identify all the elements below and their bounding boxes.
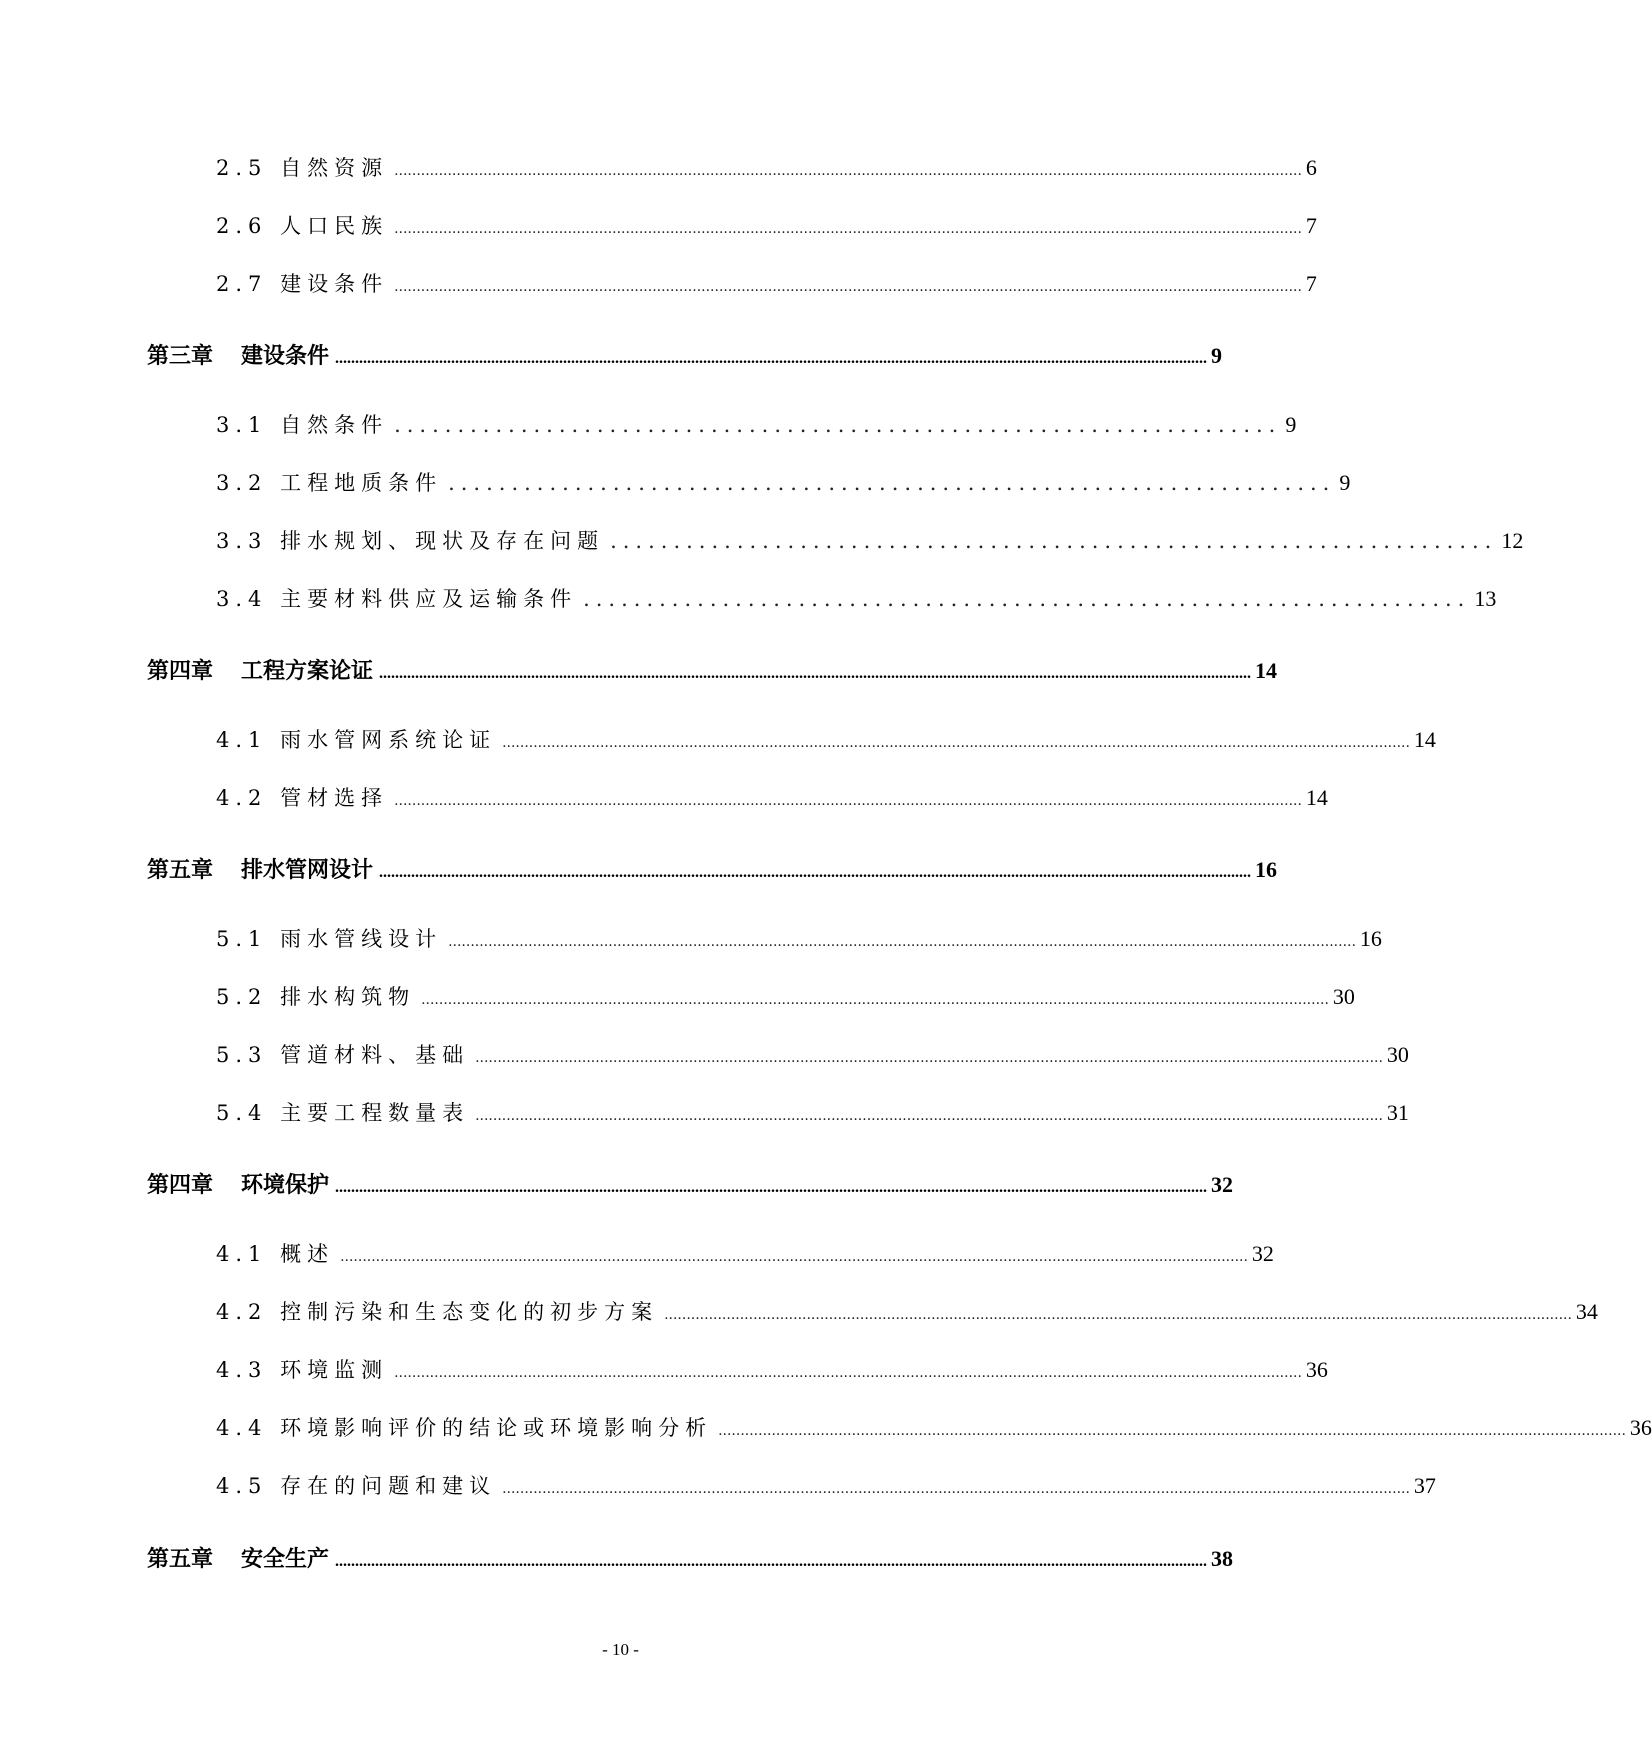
toc-entry-page: 30	[1332, 984, 1355, 1009]
toc-entry-page: 32	[1251, 1241, 1274, 1266]
toc-entry-title: 4.2 管材选择	[216, 786, 389, 810]
toc-entry-page: 12	[1501, 528, 1524, 553]
dot-leader: ............................................................................................................................................................................................................	[475, 1108, 1383, 1124]
toc-chapter-heading	[147, 339, 333, 370]
toc-entry-title: 3.1 自然条件	[216, 413, 389, 437]
dot-leader: ............................................................................................................................................................................................................	[394, 1365, 1302, 1381]
dot-leader: ..........................................................................................................................................................................................................................	[335, 1553, 1208, 1570]
toc-entry-page: 9	[1339, 470, 1351, 495]
toc-entry-page: 14	[1413, 727, 1436, 752]
toc-entry-page: 31	[1386, 1100, 1409, 1125]
toc-entry-title: 5.3 管道材料、基础	[216, 1043, 470, 1067]
dot-leader: ............................................................................................................................................................................................................	[394, 163, 1302, 179]
toc-entry-title: 4.3 环境监测	[216, 1358, 389, 1382]
toc-entry-page: 13	[1474, 586, 1497, 611]
toc-entry-title: 5.2 排水构筑物	[216, 985, 416, 1009]
toc-entry-title: 2.7 建设条件	[216, 272, 389, 296]
chapter-number: 第四章	[147, 1172, 214, 1198]
toc-entry-title: 3.3 排水规划、现状及存在问题	[216, 529, 605, 553]
toc-entry-title: 4.2 控制污染和生态变化的初步方案	[216, 1300, 659, 1324]
toc-chapter-heading	[147, 1168, 333, 1199]
toc-entry-title: 2.5 自然资源	[216, 156, 389, 180]
toc-entry-title: 4.4 环境影响评价的结论或环境影响分析	[216, 1416, 713, 1440]
toc-entry-section[interactable]	[216, 724, 1436, 754]
toc-entry-page: 38	[1211, 1546, 1234, 1571]
toc-entry-page: 14	[1305, 785, 1328, 810]
toc-entry-page: 6	[1305, 155, 1317, 180]
toc-entry-chapter[interactable]	[147, 853, 1278, 883]
dot-leader: ............................................................................................................................................................................................................	[664, 1307, 1572, 1323]
chapter-number: 第五章	[147, 857, 214, 883]
dot-leader: ............................................................................................................................................................................................................	[394, 221, 1302, 237]
toc-entry-page: 36	[1629, 1415, 1652, 1440]
toc-entry-page: 9	[1285, 412, 1297, 437]
toc-entry-section[interactable]	[216, 1296, 1598, 1326]
toc-entry-section[interactable]	[216, 525, 1524, 555]
toc-entry-chapter[interactable]	[147, 339, 1223, 369]
dot-leader: ............................................................................................................................................................................................................	[421, 992, 1329, 1008]
toc-entry-title: 5.4 主要工程数量表	[216, 1101, 470, 1125]
toc-entry-section[interactable]	[216, 782, 1328, 812]
toc-chapter-heading	[147, 853, 377, 884]
dot-leader: ............................................................................................................................................................................................................	[340, 1249, 1248, 1265]
toc-entry-section[interactable]	[216, 152, 1317, 182]
toc-entry-page: 7	[1305, 213, 1317, 238]
chapter-title: 安全生产	[241, 1546, 330, 1572]
chapter-number: 第五章	[147, 1546, 214, 1572]
chapter-title: 建设条件	[241, 343, 330, 369]
toc-entry-section[interactable]	[216, 1039, 1409, 1069]
dot-leader: ............................................................................................................................................................................................................	[502, 735, 1410, 751]
toc-entry-page: 14	[1255, 658, 1278, 683]
toc-entry-page: 30	[1386, 1042, 1409, 1067]
chapter-title: 排水管网设计	[241, 857, 374, 883]
dot-leader: ............................................................................................................................................................................................................	[394, 279, 1302, 295]
dot-leader: ............................................................................................................................................................................................................	[502, 1481, 1410, 1497]
dot-leader: ..........................................................................................................................................................................................................................	[335, 350, 1208, 367]
dot-leader: ............................................................................................................................................................................................................	[448, 934, 1356, 950]
dot-leader: ..........................................................................................................................................................................................................................	[379, 864, 1252, 881]
dot-leader: ............................................................................................................................................................................................................	[394, 793, 1302, 809]
dot-leader: ............................................................................................................................................................................................................	[475, 1050, 1383, 1066]
toc-entry-page: 34	[1575, 1299, 1598, 1324]
toc-entry-page: 16	[1255, 857, 1278, 882]
dot-leader: ............................................................................................................................................................................................................	[718, 1423, 1626, 1439]
toc-entry-section[interactable]	[216, 409, 1297, 439]
chapter-number: 第三章	[147, 343, 214, 369]
toc-chapter-heading	[147, 654, 377, 685]
chapter-number: 第四章	[147, 658, 214, 684]
toc-entry-section[interactable]	[216, 1238, 1274, 1268]
toc-entry-section[interactable]	[216, 583, 1497, 613]
toc-entry-title: 4.1 概述	[216, 1242, 335, 1266]
dot-leader: ......................................................................	[448, 471, 1336, 495]
toc-entry-section[interactable]	[216, 1470, 1436, 1500]
toc-entry-chapter[interactable]	[147, 1168, 1234, 1198]
dot-leader: ..........................................................................................................................................................................................................................	[335, 1179, 1208, 1196]
toc-chapter-heading	[147, 1542, 333, 1573]
toc-entry-section[interactable]	[216, 1097, 1409, 1127]
toc-entry-section[interactable]	[216, 268, 1317, 298]
toc-entry-page: 16	[1359, 926, 1382, 951]
toc-entry-chapter[interactable]	[147, 1542, 1234, 1572]
toc-entry-section[interactable]	[216, 923, 1382, 953]
chapter-title: 工程方案论证	[241, 658, 374, 684]
toc-entry-page: 32	[1211, 1172, 1234, 1197]
dot-leader: ......................................................................	[394, 413, 1282, 437]
toc-entry-section[interactable]	[216, 981, 1355, 1011]
toc-entry-page: 9	[1211, 343, 1223, 368]
toc-entry-section[interactable]	[216, 210, 1317, 240]
toc-entry-page: 36	[1305, 1357, 1328, 1382]
chapter-title: 环境保护	[241, 1172, 330, 1198]
dot-leader: ..........................................................................................................................................................................................................................	[379, 665, 1252, 682]
toc-entry-title: 3.2 工程地质条件	[216, 471, 443, 495]
toc-entry-title: 4.1 雨水管网系统论证	[216, 728, 497, 752]
dot-leader: ......................................................................	[610, 529, 1498, 553]
page-number-footer: - 10 -	[602, 1640, 639, 1659]
toc-entry-section[interactable]	[216, 1412, 1652, 1442]
toc-entry-title: 3.4 主要材料供应及运输条件	[216, 587, 578, 611]
toc-entry-title: 5.1 雨水管线设计	[216, 927, 443, 951]
dot-leader: ......................................................................	[583, 587, 1471, 611]
toc-entry-title: 4.5 存在的问题和建议	[216, 1474, 497, 1498]
toc-entry-chapter[interactable]	[147, 654, 1278, 684]
toc-entry-section[interactable]	[216, 1354, 1328, 1384]
toc-entry-page: 7	[1305, 271, 1317, 296]
toc-entry-section[interactable]	[216, 467, 1351, 497]
toc-entry-title: 2.6 人口民族	[216, 214, 389, 238]
toc-entry-page: 37	[1413, 1473, 1436, 1498]
